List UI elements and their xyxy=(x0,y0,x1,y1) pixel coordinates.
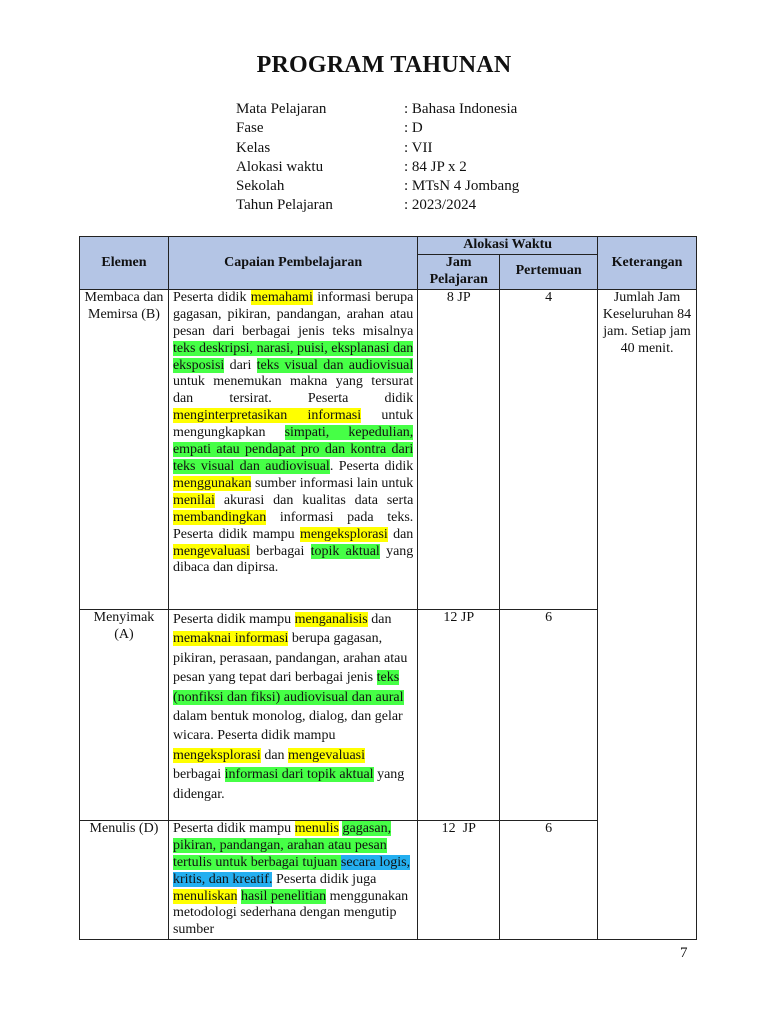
info-value: : MTsN 4 Jombang xyxy=(404,178,520,195)
elemen-cell: Menulis (D) xyxy=(80,820,169,939)
highlighted-text: menulis xyxy=(294,820,339,836)
text-segment: Peserta didik mampu xyxy=(172,611,295,627)
text-segment: dan xyxy=(260,747,289,763)
info-label: Kelas xyxy=(236,139,271,156)
capaian-cell xyxy=(168,820,417,939)
text-segment: berupa gagasan, pikiran, perasaan, pandangan, arahan atau pesan yang tepat dari berbagai jenis xyxy=(172,631,408,686)
pertemuan-cell: 6 xyxy=(500,609,598,820)
info-label: Alokasi waktu xyxy=(236,158,324,175)
info-row xyxy=(236,139,519,158)
keterangan-cell: Jumlah Jam Keseluruhan 84 jam. Setiap jam 40 menit. xyxy=(598,289,697,939)
highlighted-text: menggunakan xyxy=(172,475,252,491)
info-row xyxy=(236,119,519,138)
text-segment: Peserta didik mampu xyxy=(172,820,295,836)
pertemuan-cell: 4 xyxy=(500,289,598,609)
info-value: : 84 JP x 2 xyxy=(404,158,467,175)
text-segment: yang didengar. xyxy=(172,767,405,802)
highlighted-text: mengeksplorasi xyxy=(172,747,261,763)
header-keterangan: Keterangan xyxy=(598,237,697,290)
pertemuan-cell: 6 xyxy=(500,820,598,939)
info-label: Mata Pelajaran xyxy=(236,101,327,117)
text-segment: sumber informasi lain untuk xyxy=(251,475,414,491)
text-segment: dari xyxy=(224,357,257,373)
header-pertemuan: Pertemuan xyxy=(500,254,598,289)
highlighted-text: informasi dari topik aktual xyxy=(224,767,374,783)
highlighted-text: teks visual dan audiovisual xyxy=(256,357,414,373)
highlighted-text: menginterpretasikan informasi xyxy=(172,408,362,424)
capaian-cell xyxy=(168,609,417,820)
capaian-cell xyxy=(168,289,417,609)
jam-cell: 12 JP xyxy=(418,820,500,939)
highlighted-text: menilai xyxy=(172,492,215,508)
highlighted-text: secara logis, kritis, dan kreatif. xyxy=(172,854,411,887)
elemen-cell: Menyimak (A) xyxy=(80,609,169,820)
header-jam: Jam Pelajaran xyxy=(418,254,500,289)
highlighted-text: topik aktual xyxy=(310,543,380,559)
text-segment: dalam bentuk monolog, dialog, dan gelar wicara. Peserta didik mampu xyxy=(172,708,403,744)
info-label: Fase xyxy=(236,120,264,137)
text-segment: dan xyxy=(367,611,392,627)
program-table xyxy=(79,236,697,940)
header-elemen: Elemen xyxy=(80,237,169,290)
page-title: PROGRAM TAHUNAN xyxy=(256,52,512,78)
elemen-cell: Membaca dan Memirsa (B) xyxy=(80,289,169,609)
info-row xyxy=(236,158,519,177)
highlighted-text: memaknai informasi xyxy=(172,631,289,647)
info-row xyxy=(236,177,519,196)
highlighted-text: teks deskripsi, narasi, puisi, eksplanasi dan eksposisi xyxy=(172,340,414,373)
info-value: : 2023/2024 xyxy=(404,197,477,214)
table-row xyxy=(80,289,697,609)
header-alokasi: Alokasi Waktu xyxy=(418,237,598,255)
highlighted-text: menuliskan xyxy=(172,888,238,904)
text-segment: Peserta didik juga xyxy=(272,871,377,887)
page-number: 7 xyxy=(680,945,688,961)
highlighted-text: teks (nonfiksi dan fiksi) audiovisual dan aural xyxy=(172,670,404,705)
text-segment: dan xyxy=(387,526,414,542)
highlighted-text: gagasan, pikiran, pandangan, arahan atau pesan tertulis untuk berbagai tujuan xyxy=(172,820,392,870)
text-segment: menggunakan metodologi sederhana dengan mengutip sumber xyxy=(172,888,409,938)
text-segment: akurasi dan kualitas data serta xyxy=(214,492,414,508)
text-segment: berbagai xyxy=(249,543,311,559)
info-value: : VII xyxy=(404,139,433,156)
text-segment: yang dibaca dan dipirsa. xyxy=(172,543,414,576)
text-segment: informasi pada teks. Peserta didik mampu xyxy=(172,509,414,542)
header-capaian: Capaian Pembelajaran xyxy=(168,237,417,290)
info-label: Tahun Pelajaran xyxy=(236,197,333,214)
text-segment: informasi berupa gagasan, pikiran, pandangan, arahan atau pesan dari berbagai jenis teks misalnya xyxy=(172,289,414,339)
highlighted-text: hasil penelitian xyxy=(240,888,327,904)
jam-cell: 8 JP xyxy=(418,289,500,609)
highlighted-text: membandingkan xyxy=(172,509,267,525)
document-info xyxy=(236,100,519,216)
text-segment: berbagai xyxy=(172,767,225,783)
text-segment: untuk mengungkapkan xyxy=(172,408,414,441)
text-segment: . Peserta didik xyxy=(329,458,414,474)
info-value: : D xyxy=(404,120,423,137)
highlighted-text: menganalisis xyxy=(294,611,368,627)
text-segment: Peserta didik xyxy=(172,289,251,305)
highlighted-text: simpati, kepedulian, empati atau pendapat pro dan kontra dari teks visual dan audiovisual xyxy=(172,425,414,474)
info-row xyxy=(236,100,519,119)
text-segment: untuk menemukan makna yang tersurat dan tersirat. Peserta didik xyxy=(172,374,414,407)
info-label: Sekolah xyxy=(236,178,285,195)
highlighted-text: memahami xyxy=(250,289,313,305)
highlighted-text: mengevaluasi xyxy=(288,747,366,763)
info-row xyxy=(236,196,519,215)
highlighted-text: mengeksplorasi xyxy=(299,526,388,542)
info-value: : Bahasa Indonesia xyxy=(404,101,518,117)
highlighted-text: mengevaluasi xyxy=(172,543,250,559)
jam-cell: 12 JP xyxy=(418,609,500,820)
